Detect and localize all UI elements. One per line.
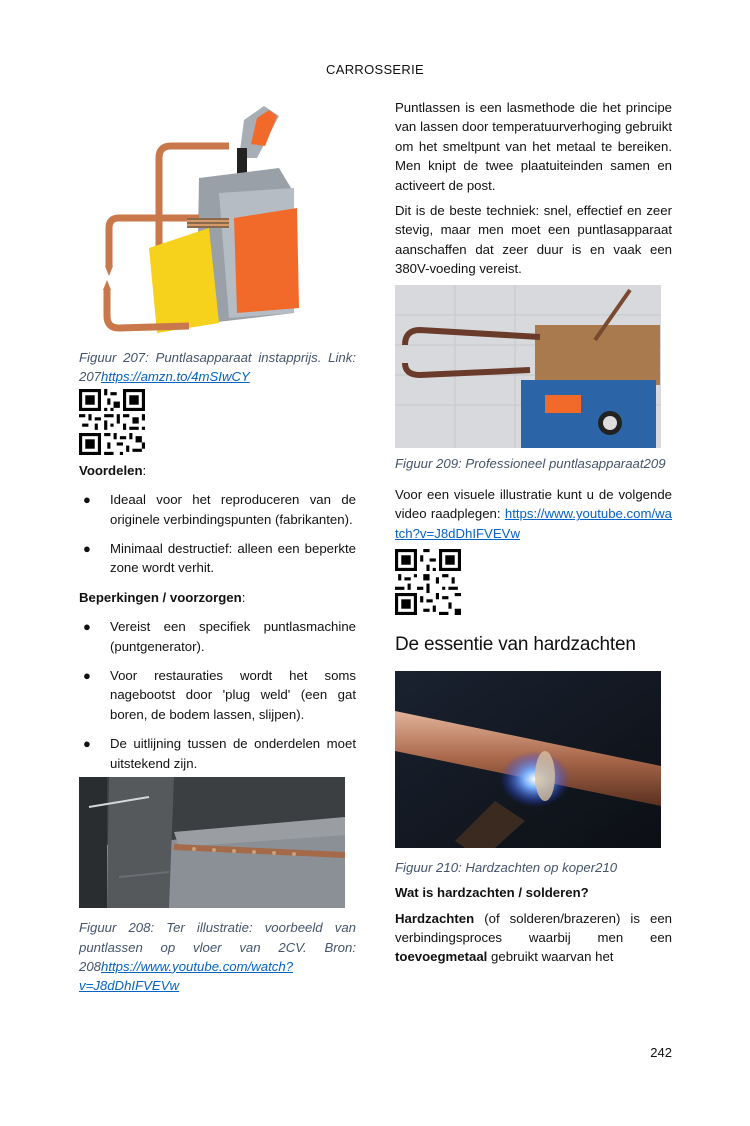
pros-item-text: Ideaal voor het reproduceren van de originele verbindingspunten (fabrikanten). <box>110 492 356 527</box>
cons-item-text: Voor restauraties wordt het soms nagebootst door 'plug weld' (een gat boren, de bodem lassen, slijpen). <box>110 668 356 722</box>
spot-welder-photo <box>79 98 356 338</box>
figure-209-caption: Figuur 209: Professioneel puntlasapparaat209 <box>395 455 666 471</box>
cons-item-text: Vereist een specifiek puntlasmachine (puntgenerator). <box>110 619 356 654</box>
bullet-icon: ● <box>83 736 91 752</box>
bullet-icon: ● <box>83 668 91 684</box>
qr-code <box>395 549 461 615</box>
question-heading: Wat is hardzachten / solderen? <box>395 885 589 901</box>
video-link[interactable]: https://www.youtube.com/watch?v=J8dDhIFVEVw <box>395 506 672 541</box>
figure-207-caption-text: Figuur 207: Puntlasapparaat instapprijs. Link: 207 <box>79 350 356 385</box>
pros-heading-label: Voordelen <box>79 462 143 478</box>
left-column <box>79 98 356 996</box>
car-floor-weld-photo <box>79 777 345 908</box>
list-item <box>79 617 356 656</box>
definition-term-1: Hardzachten <box>395 910 475 926</box>
cons-item-text: De uitlijning tussen de onderdelen moet uitstekend zijn. <box>110 736 356 771</box>
right-column <box>395 98 672 973</box>
figure-208-link[interactable]: https://www.youtube.com/watch?v=J8dDhIFVEVw <box>79 958 294 994</box>
bullet-icon: ● <box>83 619 91 635</box>
cons-list <box>79 617 356 773</box>
figure-210-caption: Figuur 210: Hardzachten op koper210 <box>395 859 618 875</box>
page-number: 242 <box>650 1045 672 1060</box>
pros-heading <box>79 461 356 480</box>
definition-text-1: (of solderen/brazeren) is een verbindingsproces waarbij men een <box>395 910 672 945</box>
cons-heading-colon: : <box>241 589 246 605</box>
cons-heading <box>79 588 356 607</box>
section-heading: De essentie van hardzachten <box>395 634 636 656</box>
intro-paragraph-1: Puntlassen is een lasmethode die het principe van lassen door temperatuurverhoging gebruikt om het smeltpunt van het metaal te bereiken. Men knipt de twee plaatuiteinden samen en activeert de post. <box>395 100 672 193</box>
bullet-icon: ● <box>83 492 91 508</box>
pros-list <box>79 490 356 578</box>
figure-207-link[interactable]: https://amzn.to/4mSIwCY <box>101 369 250 385</box>
pros-item-text: Minimaal destructief: alleen een beperkte zone wordt verhit. <box>110 541 356 576</box>
figure-207-caption <box>79 348 356 387</box>
definition-term-2: toevoegmetaal <box>395 949 488 965</box>
intro-paragraph-2: Dit is de beste techniek: snel, effectief en zeer stevig, maar men moet een puntlasapparaat aanschaffen dat zeer duur is en vaak een 380V-voeding vereist. <box>395 203 672 277</box>
cons-heading-label: Beperkingen / voorzorgen <box>79 589 242 605</box>
video-paragraph <box>395 485 672 543</box>
professional-spot-welder-photo <box>395 285 661 448</box>
list-item <box>79 734 356 773</box>
brazing-copper-photo <box>395 671 661 848</box>
qr-code <box>79 389 145 455</box>
figure-208-caption <box>79 918 356 996</box>
video-text: Voor een visuele illustratie kunt u de volgende video raadplegen: <box>395 487 672 522</box>
bullet-icon: ● <box>83 541 91 557</box>
definition-paragraph <box>395 909 672 967</box>
list-item <box>79 666 356 724</box>
figure-208-caption-text: Figuur 208: Ter illustratie: voorbeeld van puntlassen op vloer van 2CV. Bron: 208 <box>79 920 356 974</box>
definition-text-2: gebruikt waarvan het <box>487 949 614 965</box>
list-item <box>79 490 356 529</box>
pros-heading-colon: : <box>142 462 147 478</box>
running-header: CARROSSERIE <box>326 62 424 77</box>
list-item <box>79 539 356 578</box>
